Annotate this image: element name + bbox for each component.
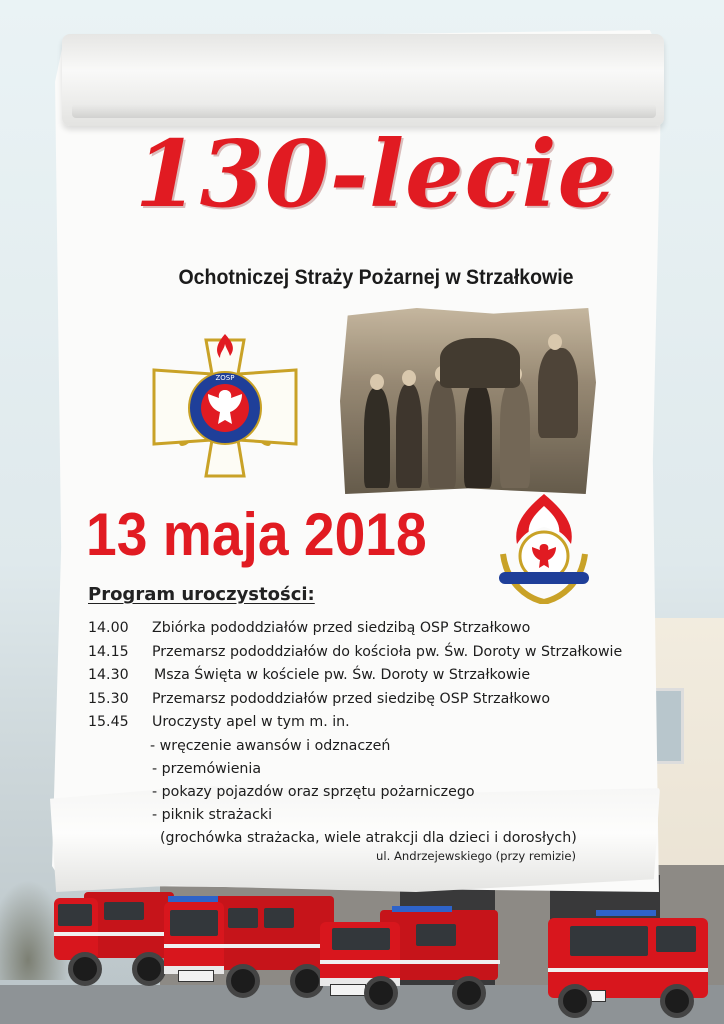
schedule-text: Zbiórka pododdziałów przed siedzibą OSP Strzałkowo: [152, 620, 531, 636]
schedule-time: 14.00: [88, 620, 129, 636]
schedule-row: [88, 644, 658, 668]
apel-item: - wręczenie awansów i odznaczeń: [150, 737, 391, 754]
schedule-time: 15.45: [88, 714, 129, 730]
event-address: ul. Andrzejewskiego (przy remizie): [376, 849, 577, 863]
schedule-text: Uroczysty apel w tym m. in.: [152, 714, 350, 730]
scroll-top-roll: [62, 34, 664, 126]
schedule-time: 14.30: [88, 667, 129, 683]
fire-truck-1: [54, 888, 174, 988]
svg-text:ZOSP: ZOSP: [215, 374, 235, 382]
schedule-text: Przemarsz pododdziałów przed siedzibę OSP Strzałkowo: [152, 690, 551, 707]
fire-truck-2: [164, 890, 334, 1000]
osp-emblem-logo: [146, 332, 304, 482]
psp-emblem-logo: [493, 492, 595, 604]
schedule-time: 14.15: [88, 643, 129, 660]
apel-item: - przemówienia: [152, 760, 262, 777]
schedule-time: 15.30: [88, 690, 129, 707]
schedule-text: Msza Święta w kościele pw. Św. Doroty w Strzałkowie: [154, 667, 531, 683]
schedule-row: [88, 667, 658, 691]
schedule-row: [88, 620, 658, 644]
event-date: 13 maja 2018: [86, 501, 427, 568]
schedule-text: Przemarsz pododdziałów do kościoła pw. Św. Doroty w Strzałkowie: [152, 643, 623, 660]
poster-subtitle: Ochotniczej Straży Pożarnej w Strzałkowie: [178, 266, 574, 289]
program-schedule: [88, 620, 658, 853]
schedule-row: [88, 714, 658, 738]
apel-item-note: (grochówka strażacka, wiele atrakcji dla dzieci i dorosłych): [160, 829, 577, 846]
fire-truck-3: [320, 900, 500, 1008]
fire-truck-4: [548, 910, 708, 1018]
schedule-row: [88, 691, 658, 715]
apel-item: - pokazy pojazdów oraz sprzętu pożarniczego: [152, 783, 475, 800]
apel-item: - piknik strażacki: [152, 806, 273, 823]
historic-firefighters-photo: [340, 308, 596, 494]
program-heading: Program uroczystości:: [88, 584, 315, 605]
poster-title: 130-lecie: [134, 120, 618, 228]
